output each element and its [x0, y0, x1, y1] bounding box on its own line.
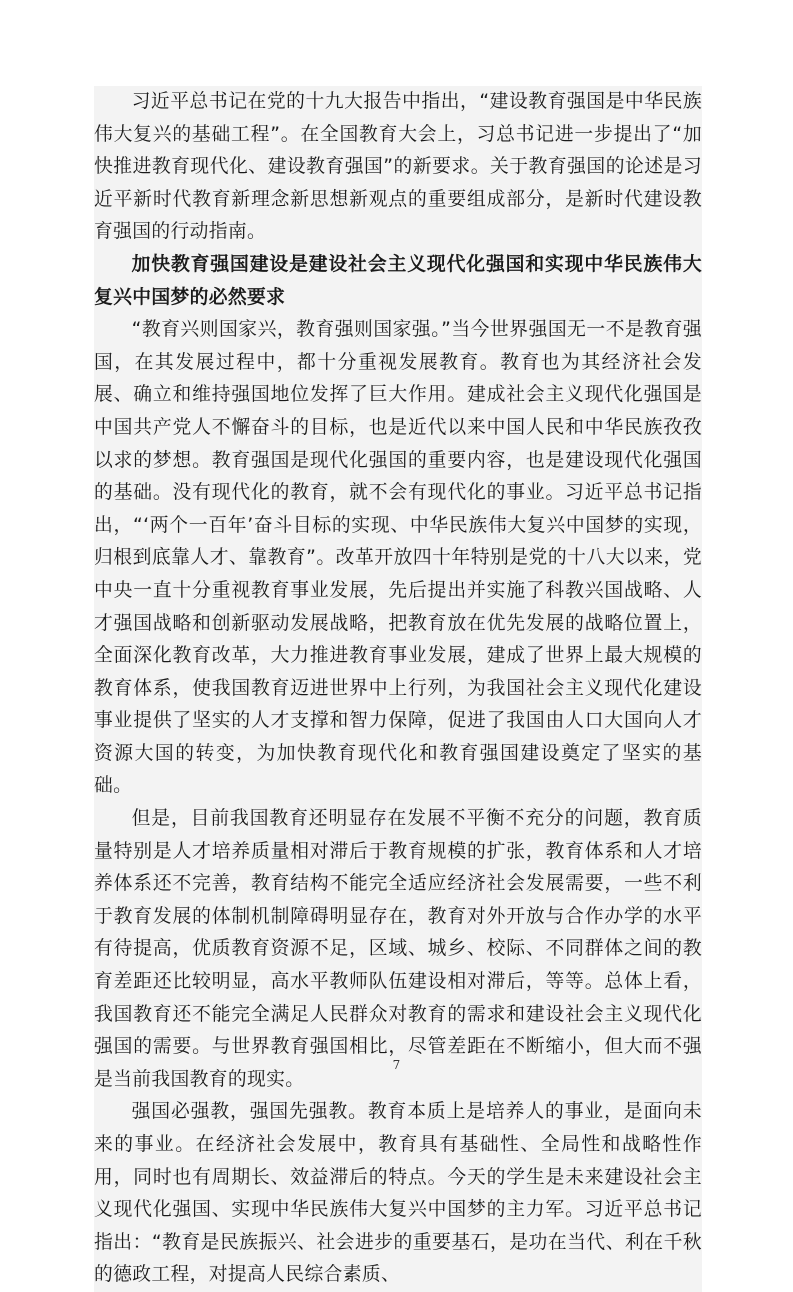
page-number: 7	[392, 1058, 401, 1072]
paragraph-education-power: “教育兴则国家兴，教育强则国家强。”当今世界强国无一不是教育强国，在其发展过程中，都十分重视发展教育。教育也为其经济社会发展、确立和维持强国地位发挥了巨大作用。建成社会主义现代化强国是中国共产党人不懈奋斗的目标，也是近代以来中国人民和中华民族孜孜以求的梦想。教育强国是现代化强国的重要内容，也是建设现代化强国的基础。没有现代化的教育，就不会有现代化的事业。习近平总书记指出，“‘两个一百年’奋斗目标的实现、中华民族伟大复兴中国梦的实现，归根到底靠人才、靠教育”。改革开放四十年特别是党的十八大以来，党中央一直十分重视教育事业发展，先后提出并实施了科教兴国战略、人才强国战略和创新驱动发展战略，把教育放在优先发展的战略位置上，全面深化教育改革，大力推进教育事业发展，建成了世界上最大规模的教育体系，使我国教育迈进世界中上行列，为我国社会主义现代化建设事业提供了坚实的人才支撑和智力保障，促进了我国由人口大国向人才资源大国的转变，为加快教育现代化和教育强国建设奠定了坚实的基础。	[94, 319, 702, 797]
body-text	[94, 86, 702, 1292]
paragraph-current-problems: 但是，目前我国教育还明显存在发展不平衡不充分的问题，教育质量特别是人才培养质量相对滞后于教育规模的扩张，教育体系和人才培养体系还不完善，教育结构不能完全适应经济社会发展需要，一些不利于教育发展的体制机制障碍明显存在，教育对外开放与合作办学的水平有待提高，优质教育资源不足，区域、城乡、校际、不同群体之间的教育差距还比较明显，高水平教师队伍建设相对滞后，等等。总体上看，我国教育还不能完全满足人民群众对教育的需求和建设社会主义现代化强国的需要。与世界教育强国相比，尽管差距在不断缩小，但大而不强是当前我国教育的现实。	[94, 808, 702, 1090]
paragraph-intro: 习近平总书记在党的十九大报告中指出，“建设教育强国是中华民族伟大复兴的基础工程”。在全国教育大会上，习总书记进一步提出了“加快推进教育现代化、建设教育强国”的新要求。关于教育强国的论述是习近平新时代教育新理念新思想新观点的重要组成部分，是新时代建设教育强国的行动指南。	[94, 91, 702, 243]
section-heading: 加快教育强国建设是建设社会主义现代化强国和实现中华民族伟大复兴中国梦的必然要求	[94, 253, 702, 308]
paragraph-strong-nation: 强国必强教，强国先强教。教育本质上是培养人的事业，是面向未来的事业。在经济社会发展中，教育具有基础性、全局性和战略性作用，同时也有周期长、效益滞后的特点。今天的学生是未来建设社会主义现代化强国、实现中华民族伟大复兴中国梦的主力军。习近平总书记指出：“教育是民族振兴、社会进步的重要基石，是功在当代、利在千秋的德政工程，对提高人民综合素质、	[94, 1101, 702, 1286]
